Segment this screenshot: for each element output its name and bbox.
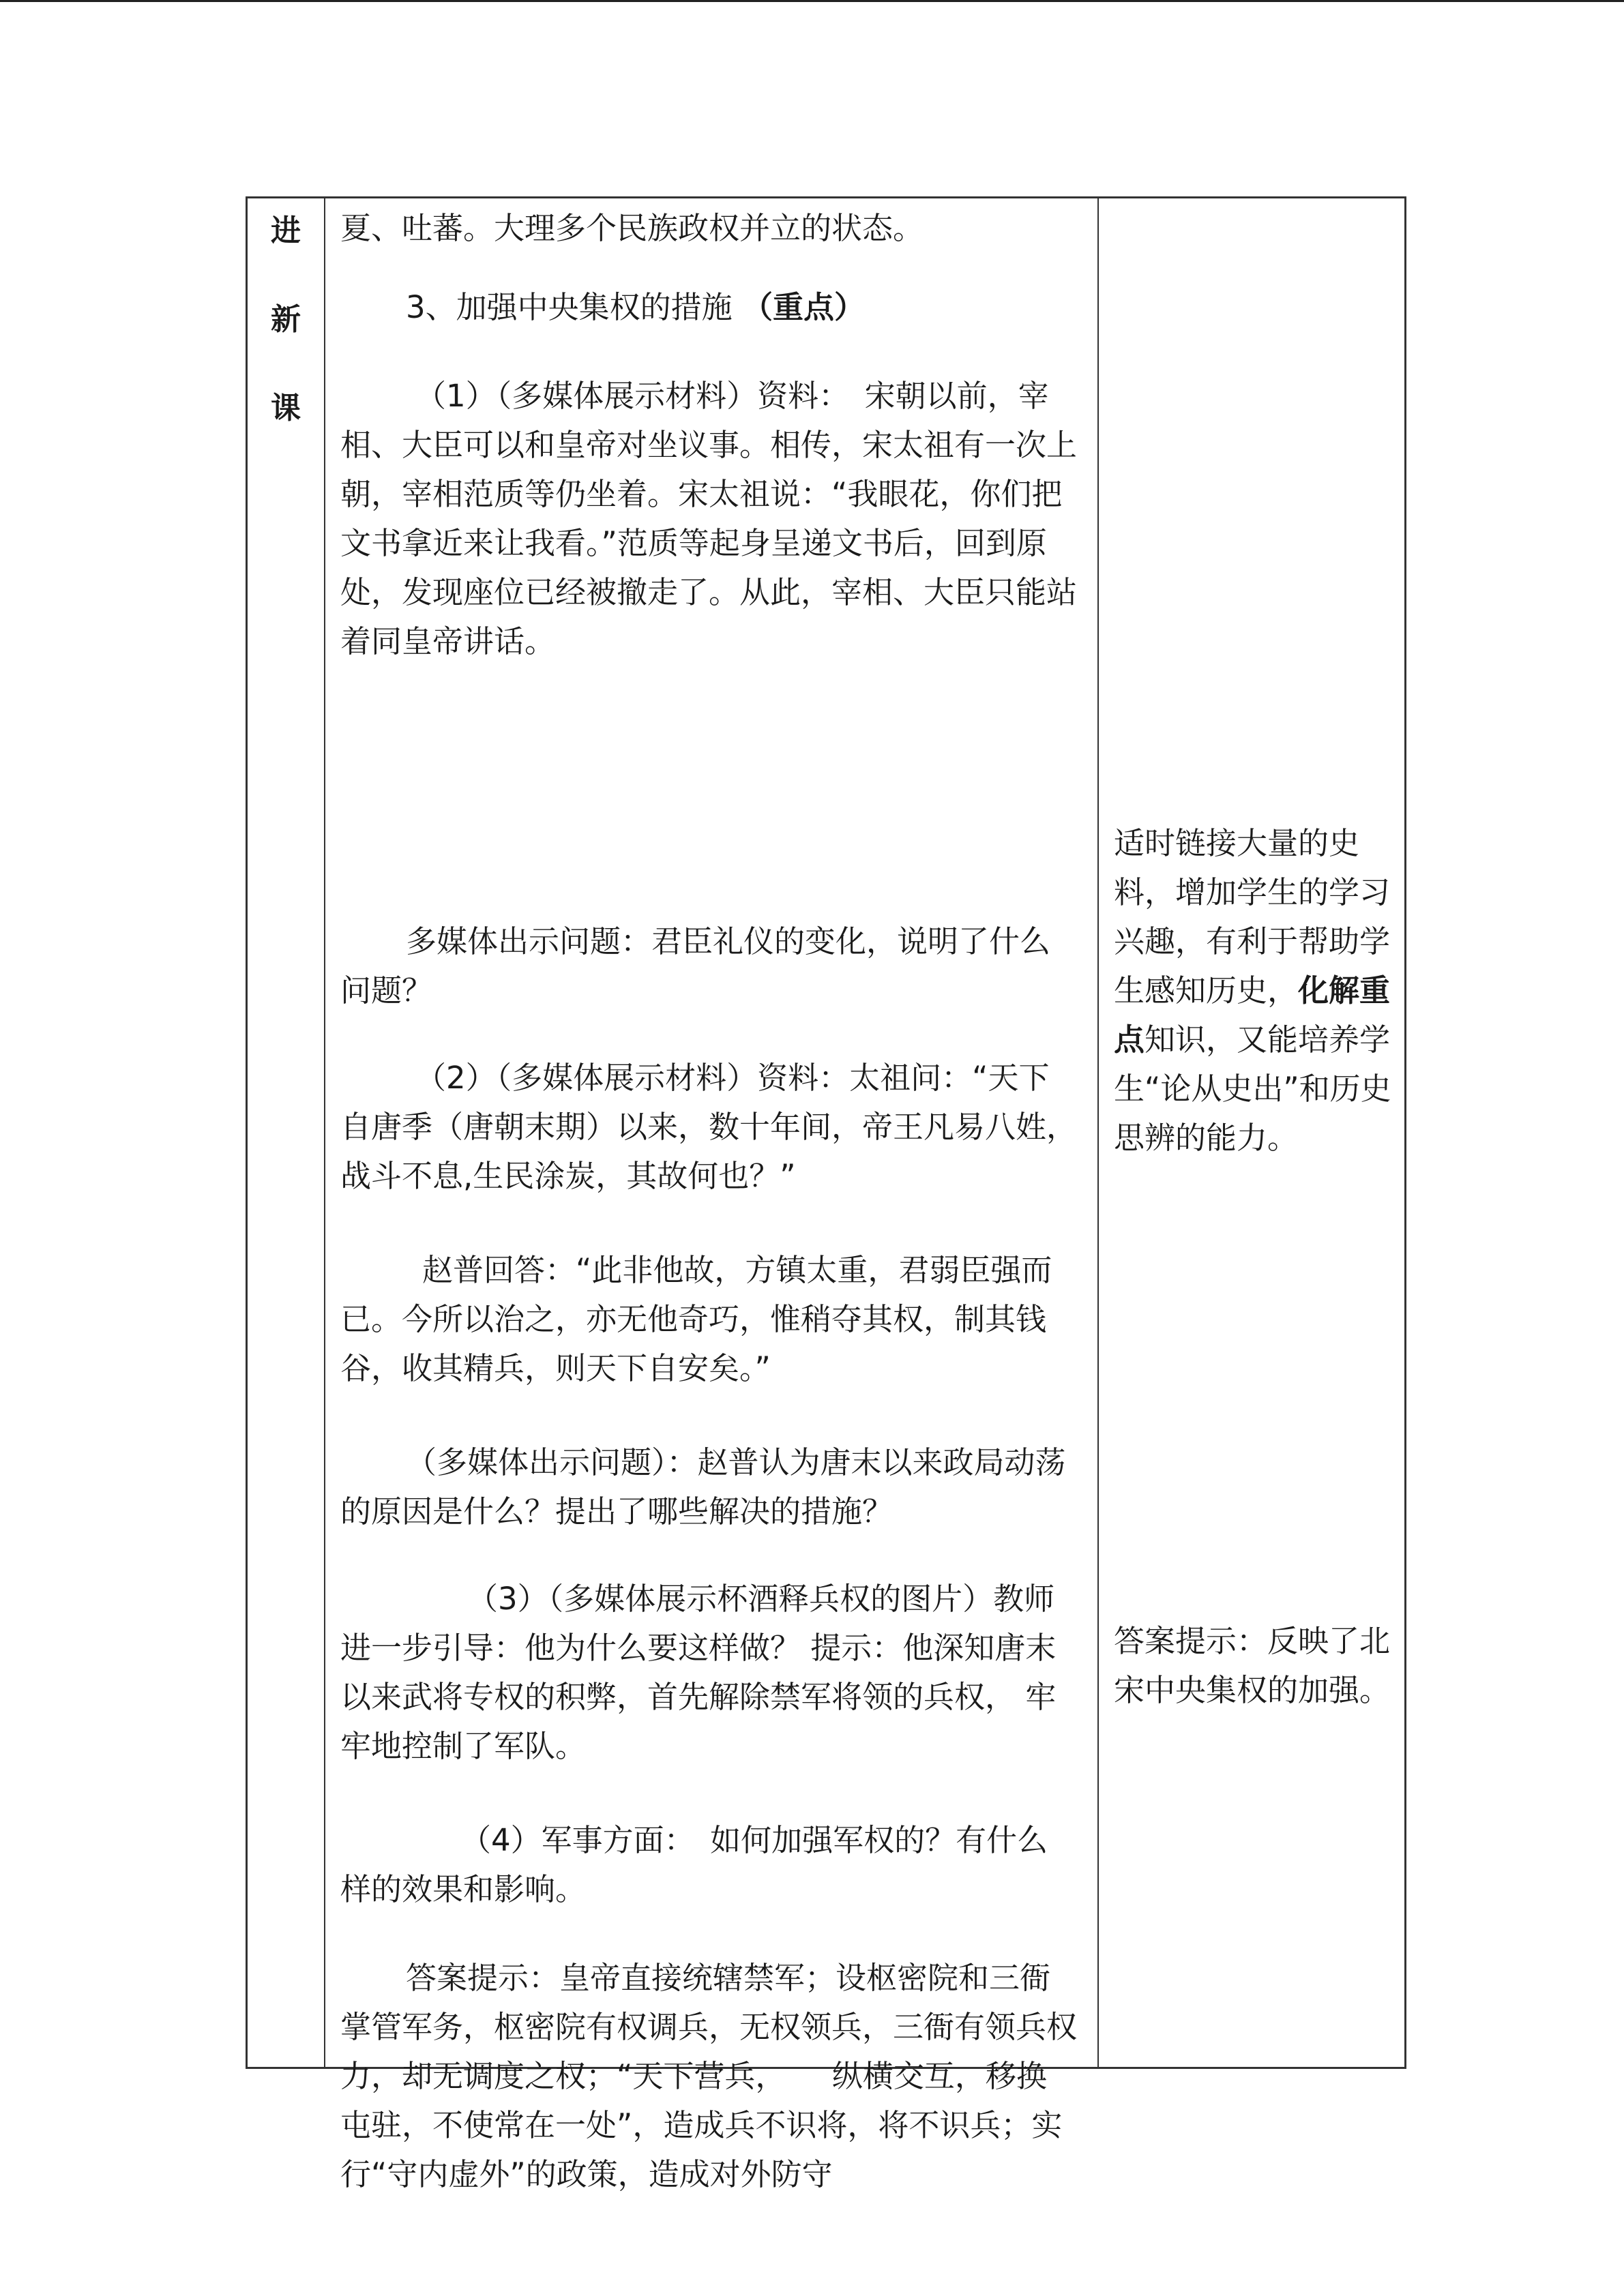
military-question-paragraph: （4）军事方面： 如何加强军权的？有什么样的效果和影响。 [340, 1822, 1048, 1907]
stage-char-3: 课 [271, 391, 301, 426]
design-note-2: 答案提示：反映了北宋中央集权的加强。 [1114, 1623, 1391, 1708]
content-column [325, 198, 1097, 2192]
notes-column [1099, 198, 1404, 2067]
key-point-label: （重点） [741, 289, 865, 325]
top-border-line [0, 0, 1624, 2]
question-2-paragraph: （多媒体出示问题）：赵普认为唐末以来政局动荡的原因是什么？提出了哪些解决的措施？ [340, 1444, 1066, 1530]
design-note-1 [1114, 819, 1393, 1163]
content-paragraph-1: 夏、吐蕃。大理多个民族政权并立的状态。 [340, 210, 924, 246]
question-1-paragraph: 多媒体出示问题：君臣礼仪的变化，说明了什么问题？ [340, 923, 1051, 1009]
design-note-1-text-a: 适时链接大量的史料，增加学生的学习兴趣，有利于帮助学生感知历史， [1114, 825, 1391, 1009]
answer-hint-paragraph: 答案提示：皇帝直接统辖禁军；设枢密院和三衙掌管军务，枢密院有权调兵，无权领兵，三衙有领兵权力，却无调度之权；“天下营兵， 纵横交互，移换屯驻，不使常在一处”，造成兵不识将，将不识兵；实行“守内虚外”的政策，造成对外防守 [340, 1960, 1078, 2192]
stage-char-2: 新 [271, 302, 301, 337]
lesson-plan-table [246, 196, 1406, 2192]
material-1-paragraph: （1）（多媒体展示材料）资料： 宋朝以前，宰相、大臣可以和皇帝对坐议事。相传，宋太祖有一次上朝，宰相范质等仍坐着。宋太祖说：“我眼花，你们把文书拿近来让我看。”范质等起身呈递文书后，回到原处，发现座位已经被撤走了。从此，宰相、大臣只能站着同皇帝讲话。 [340, 378, 1078, 659]
material-2-paragraph: （2）（多媒体展示材料）资料：太祖问：“天下自唐季（唐朝末期）以来，数十年间，帝王凡易八姓，战斗不息,生民涂炭，其故何也？” [340, 1060, 1078, 1194]
design-note-1-emphasis: 化解重点 [1114, 972, 1391, 1058]
section-heading [340, 283, 1077, 332]
design-note-1-text-b: 知识，又能培养学生“论从史出”和历史思辨的能力。 [1114, 1022, 1391, 1156]
material-3-paragraph: （3）（多媒体展示杯酒释兵权的图片）教师进一步引导：他为什么要这样做？ 提示：他深知唐末以来武将专权的积弊，首先解除禁军将领的兵权， 牢牢地控制了军队。 [340, 1581, 1057, 1764]
stage-column [248, 198, 324, 2067]
stage-char-1: 进 [271, 213, 301, 248]
section-heading-text: 3、加强中央集权的措施 [406, 289, 742, 325]
zhao-pu-answer-paragraph: 赵普回答：“此非他故，方镇太重，君弱臣强而已。今所以治之，亦无他奇巧，惟稍夺其权，制其钱谷，收其精兵，则天下自安矣。” [340, 1252, 1052, 1386]
